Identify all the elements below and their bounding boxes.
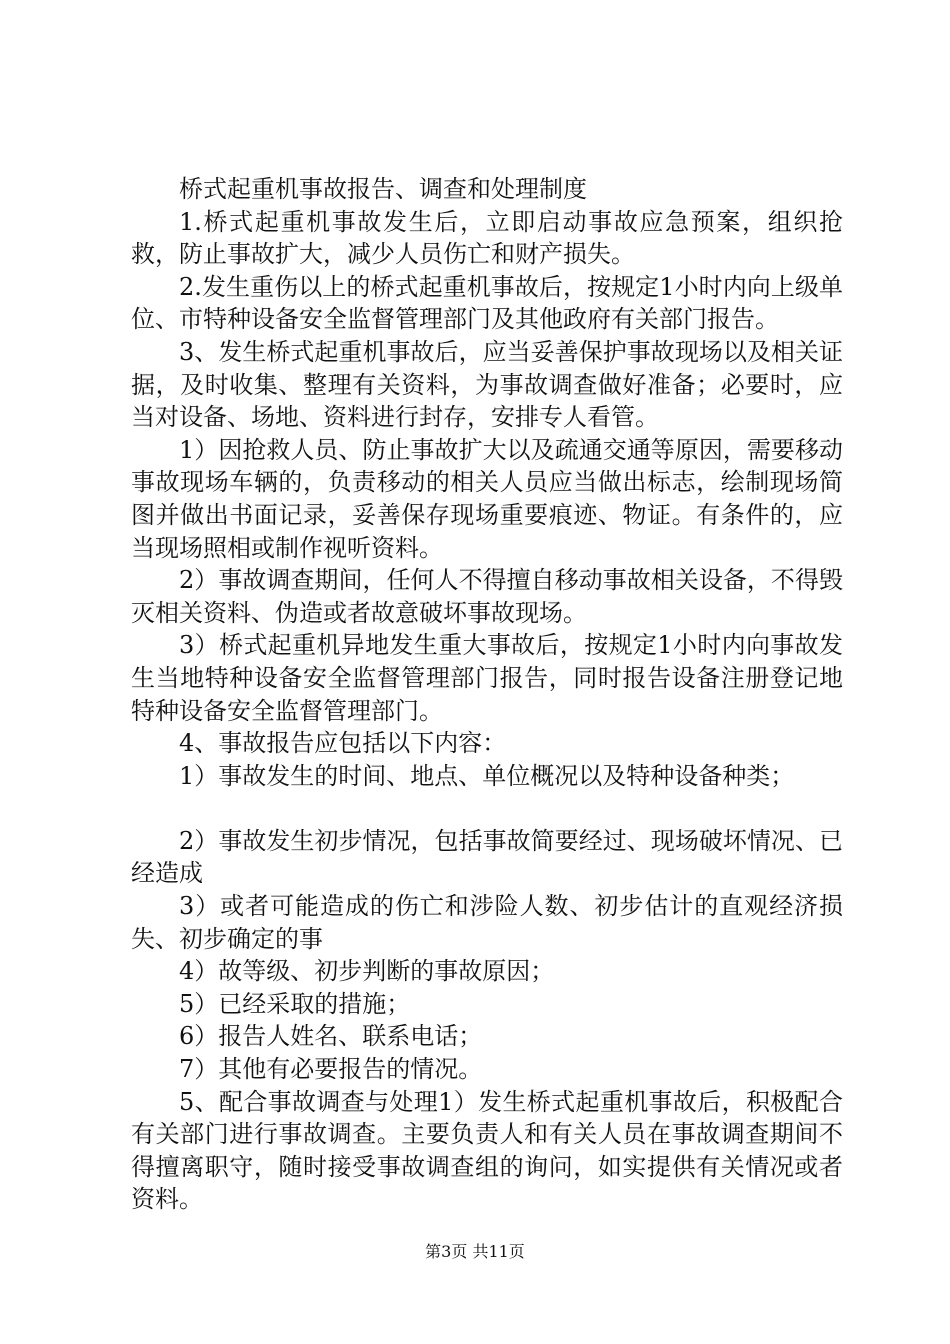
paragraph-5: 5、配合事故调查与处理1）发生桥式起重机事故后，积极配合有关部门进行事故调查。主要负责人和有关人员在事故调查期间不得擅离职守，随时接受事故调查组的询问，如实提供有关情况或者资料。 bbox=[131, 1087, 843, 1214]
paragraph-4-6: 6）报告人姓名、联系电话； bbox=[179, 1022, 483, 1051]
paragraph-3: 3、发生桥式起重机事故后，应当妥善保护事故现场以及相关证据，及时收集、整理有关资料，为事故调查做好准备；必要时，应当对设备、场地、资料进行封存，安排专人看管。 bbox=[131, 337, 843, 432]
paragraph-4-4: 4）故等级、初步判断的事故原因； bbox=[179, 957, 555, 986]
paragraph-1: 1.桥式起重机事故发生后，立即启动事故应急预案，组织抢救，防止事故扩大，减少人员伤亡和财产损失。 bbox=[131, 207, 843, 269]
paragraph-4: 4、事故报告应包括以下内容： bbox=[179, 729, 507, 758]
document-title: 桥式起重机事故报告、调查和处理制度 bbox=[179, 175, 587, 203]
paragraph-4-1: 1）事故发生的时间、地点、单位概况以及特种设备种类； bbox=[179, 761, 795, 790]
paragraph-4-3: 3）或者可能造成的伤亡和涉险人数、初步估计的直观经济损失、初步确定的事 bbox=[131, 892, 843, 953]
paragraph-3-1: 1）因抢救人员、防止事故扩大以及疏通交通等原因，需要移动事故现场车辆的，负责移动的相关人员应当做出标志，绘制现场简图并做出书面记录，妥善保存现场重要痕迹、物证。有条件的，应当现场照相或制作视听资料。 bbox=[131, 435, 843, 562]
paragraph-3-3: 3）桥式起重机异地发生重大事故后，按规定1小时内向事故发生当地特种设备安全监督管理部门报告，同时报告设备注册登记地特种设备安全监督管理部门。 bbox=[131, 631, 843, 725]
page-footer: 第3页 共11页 bbox=[425, 1242, 525, 1261]
paragraph-4-2: 2）事故发生初步情况，包括事故简要经过、现场破坏情况、已经造成 bbox=[131, 826, 843, 888]
paragraph-3-2: 2）事故调查期间，任何人不得擅自移动事故相关设备，不得毁灭相关资料、伪造或者故意破坏事故现场。 bbox=[131, 566, 843, 627]
paragraph-2: 2.发生重伤以上的桥式起重机事故后，按规定1小时内向上级单位、市特种设备安全监督管理部门及其他政府有关部门报告。 bbox=[131, 272, 843, 334]
paragraph-4-5: 5）已经采取的措施； bbox=[179, 989, 411, 1018]
paragraph-4-7: 7）其他有必要报告的情况。 bbox=[179, 1055, 483, 1084]
document-body bbox=[131, 173, 843, 1216]
